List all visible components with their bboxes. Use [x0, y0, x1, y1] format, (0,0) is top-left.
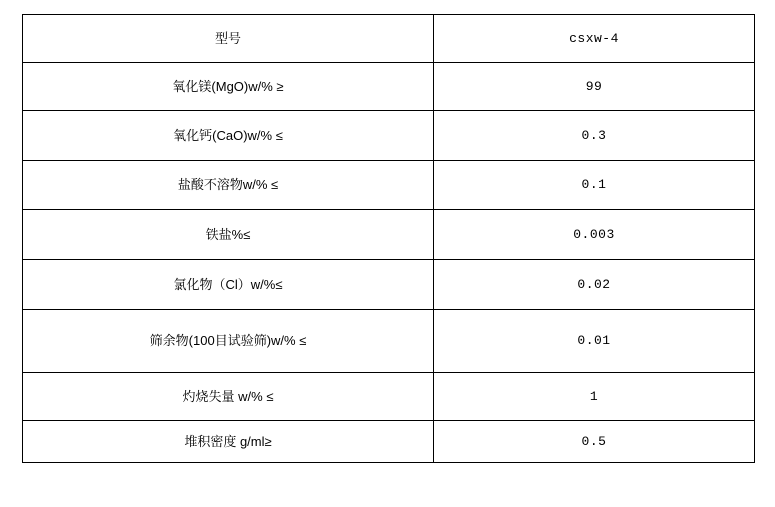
table-cell-parameter-name: [23, 210, 434, 260]
table-row: [23, 161, 755, 210]
table-body: [23, 15, 755, 463]
table-row: [23, 373, 755, 421]
table-cell-parameter-value: [434, 63, 755, 111]
parameter-value-text: 0.3: [581, 127, 607, 143]
table-cell-parameter-name: [23, 373, 434, 421]
table-row: [23, 15, 755, 63]
table-cell-parameter-name: [23, 161, 434, 210]
table-cell-parameter-name: [23, 63, 434, 111]
table-cell-parameter-value: [434, 15, 755, 63]
spec-table-container: [22, 14, 752, 463]
table-cell-parameter-value: [434, 111, 755, 161]
table-row: [23, 260, 755, 310]
parameter-value-text: 0.02: [577, 276, 611, 292]
table-cell-parameter-value: [434, 310, 755, 373]
table-row: [23, 63, 755, 111]
parameter-name-text: 堆积密度 g/ml≥: [184, 433, 272, 449]
parameter-value-text: csxw-4: [569, 30, 619, 46]
parameter-name-text: 筛余物(100目试验筛)w/% ≤: [149, 333, 307, 349]
table-cell-parameter-name: [23, 260, 434, 310]
specification-table: [22, 14, 755, 463]
table-row: [23, 111, 755, 161]
table-cell-parameter-value: [434, 373, 755, 421]
parameter-name-text: 盐酸不溶物w/% ≤: [177, 177, 279, 193]
table-row: [23, 210, 755, 260]
parameter-value-text: 0.003: [573, 226, 615, 242]
parameter-value-text: 0.01: [577, 333, 611, 349]
table-cell-parameter-value: [434, 161, 755, 210]
parameter-name-text: 型号: [214, 30, 241, 46]
table-cell-parameter-value: [434, 260, 755, 310]
parameter-name-text: 氧化钙(CaO)w/% ≤: [173, 127, 283, 143]
table-row: [23, 421, 755, 463]
parameter-name-text: 铁盐%≤: [205, 226, 251, 242]
parameter-name-text: 氯化物（Cl）w/%≤: [173, 276, 283, 292]
table-row: [23, 310, 755, 373]
table-cell-parameter-name: [23, 111, 434, 161]
parameter-value-text: 99: [585, 78, 603, 94]
table-cell-parameter-name: [23, 15, 434, 63]
parameter-value-text: 0.5: [581, 433, 607, 449]
parameter-value-text: 1: [589, 388, 599, 404]
parameter-name-text: 氧化镁(MgO)w/% ≥: [172, 78, 284, 94]
table-cell-parameter-name: [23, 310, 434, 373]
table-cell-parameter-value: [434, 210, 755, 260]
table-cell-parameter-value: [434, 421, 755, 463]
table-cell-parameter-name: [23, 421, 434, 463]
parameter-value-text: 0.1: [581, 177, 607, 193]
parameter-name-text: 灼烧失量 w/% ≤: [182, 388, 274, 404]
